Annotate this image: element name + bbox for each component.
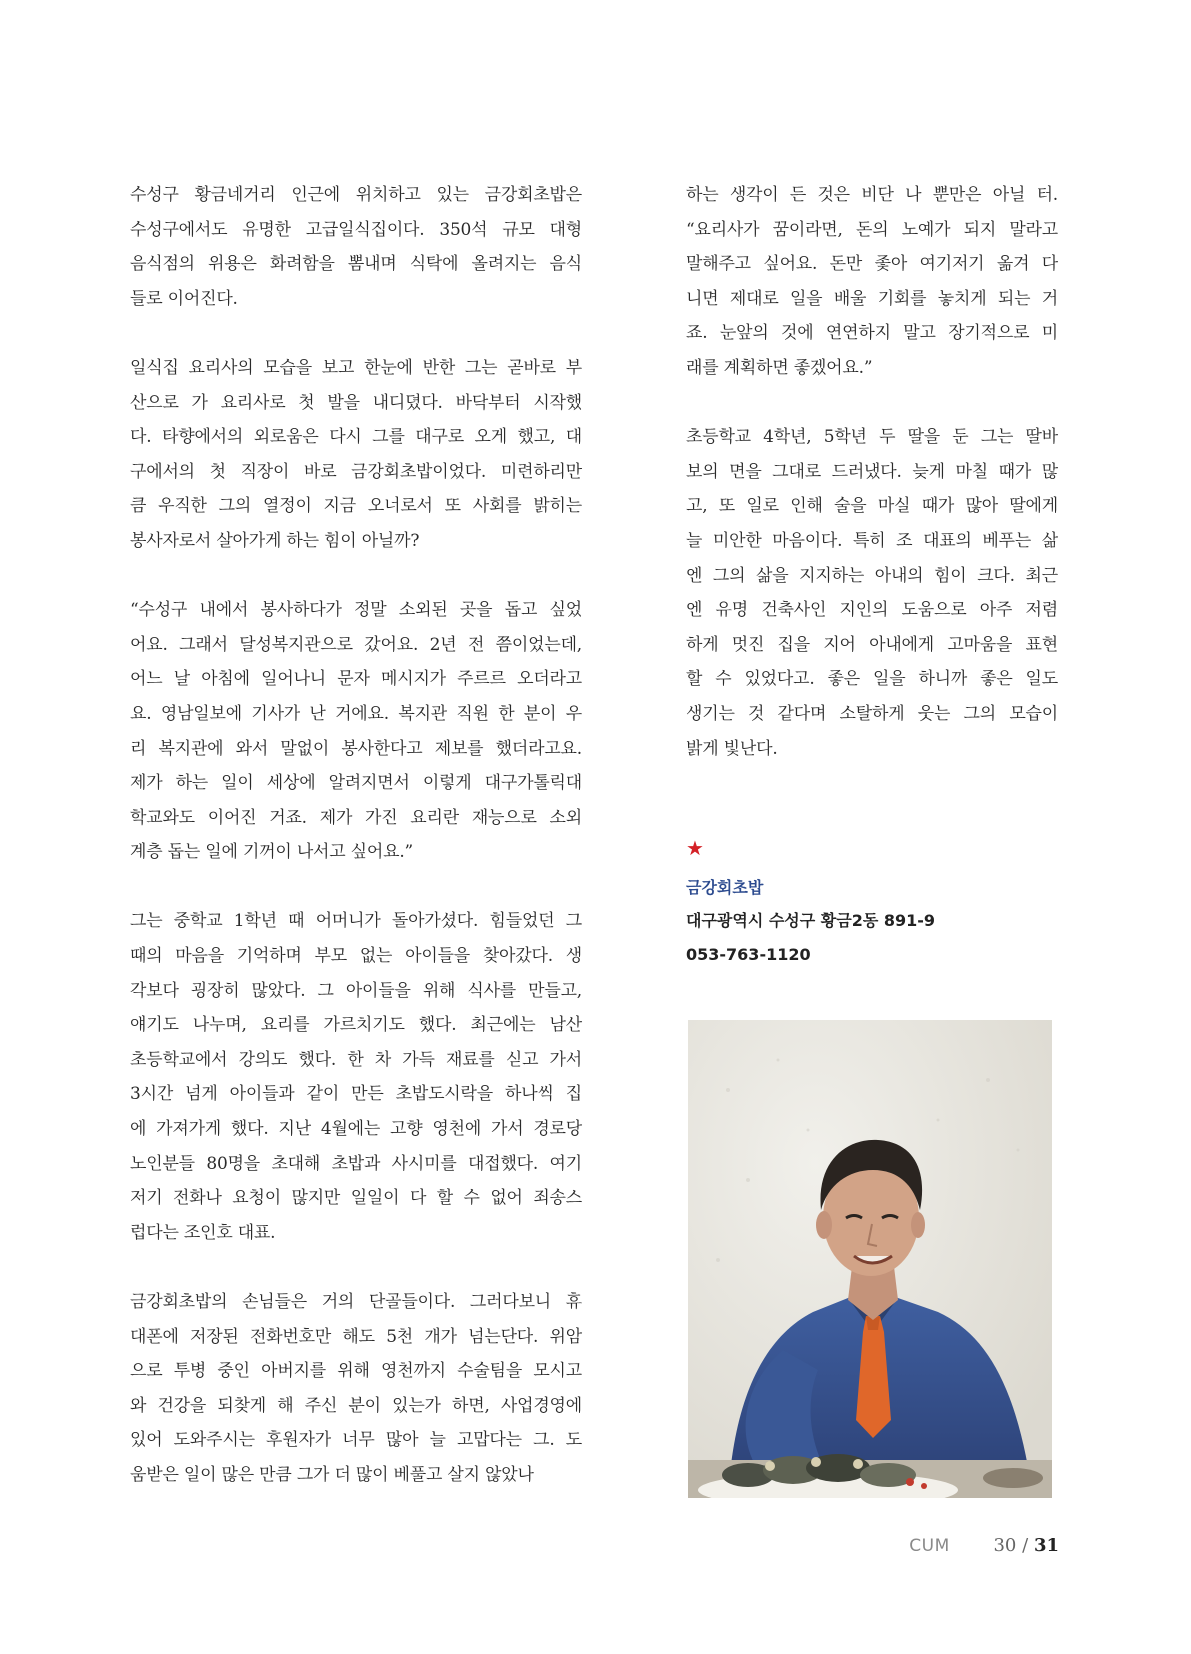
article-paragraph: [130, 1285, 582, 1493]
chef-portrait-photo: [688, 1020, 1052, 1498]
text-line: 각보다 굉장히 많았다. 그 아이들을 위해 식사를 만들고,: [130, 980, 582, 1001]
paragraph-gap: [130, 1250, 582, 1285]
magazine-brand: CUM: [909, 1536, 950, 1556]
text-line: 계층 돕는 일에 기꺼이 나서고 싶어요.”: [130, 842, 414, 863]
article-paragraph: [130, 904, 582, 1250]
paragraph-gap: [130, 316, 582, 351]
article-paragraph: [686, 178, 1058, 386]
text-line: 에 가져가게 했다. 지난 4월에는 고향 영천에 가서 경로당: [130, 1119, 582, 1140]
restaurant-info: [686, 838, 1066, 972]
star-icon: ★: [686, 836, 704, 860]
text-line: “요리사가 꿈이라면, 돈의 노예가 되지 말라고: [686, 219, 1058, 240]
text-line: 있어 도와주시는 후원자가 너무 많아 늘 고맙다는 그. 도: [130, 1430, 582, 1451]
text-line: 생기는 것 같다며 소탈하게 웃는 그의 모습이: [686, 703, 1058, 724]
article-paragraph: [130, 351, 582, 559]
paragraph-gap: [130, 559, 582, 594]
text-line: 그는 중학교 1학년 때 어머니가 돌아가셨다. 힘들었던 그: [130, 911, 582, 932]
text-line: 저기 전화나 요청이 많지만 일일이 다 할 수 없어 죄송스: [130, 1188, 582, 1209]
text-line: 초등학교 4학년, 5학년 두 딸을 둔 그는 딸바: [686, 427, 1058, 448]
text-line: 수성구 황금네거리 인근에 위치하고 있는 금강회초밥은: [130, 185, 582, 205]
page-footer: [909, 1535, 1059, 1556]
text-line: 하게 멋진 집을 지어 아내에게 고마움을 표현: [686, 634, 1058, 655]
text-line: 엔 그의 삶을 지지하는 아내의 힘이 크다. 최근: [686, 565, 1058, 586]
text-line: 구에서의 첫 직장이 바로 금강회초밥이었다. 미련하리만: [130, 461, 582, 482]
text-line: 다. 타향에서의 외로움은 다시 그를 대구로 오게 했고, 대: [130, 427, 582, 448]
text-line: 얘기도 나누며, 요리를 가르치기도 했다. 최근에는 남산: [130, 1015, 582, 1036]
text-line: 산으로 가 요리사로 첫 발을 내디뎠다. 바닥부터 시작했: [130, 392, 582, 413]
text-line: 밝게 빛난다.: [686, 738, 778, 759]
restaurant-phone: 053-763-1120: [686, 945, 811, 964]
text-line: 봉사자로서 살아가게 하는 힘이 아닐까?: [130, 530, 420, 551]
article-paragraph: [686, 420, 1058, 766]
text-line: 노인분들 80명을 초대해 초밥과 사시미를 대접했다. 여기: [130, 1153, 582, 1174]
page-number-right: 31: [1033, 1535, 1059, 1556]
article-paragraph: [130, 593, 582, 870]
text-line: 고, 또 일로 인해 술을 마실 때가 많아 딸에게: [686, 496, 1058, 517]
text-line: 늘 미안한 마음이다. 특히 조 대표의 베푸는 삶: [686, 530, 1058, 551]
text-line: 초등학교에서 강의도 했다. 한 차 가득 재료를 싣고 가서: [130, 1049, 582, 1070]
text-line: 으로 투병 중인 아버지를 위해 영천까지 수술팀을 모시고: [130, 1361, 582, 1382]
text-line: 움받은 일이 많은 만큼 그가 더 많이 베풀고 살지 않았나: [130, 1464, 534, 1485]
paragraph-gap: [130, 870, 582, 905]
text-line: 일식집 요리사의 모습을 보고 한눈에 반한 그는 곧바로 부: [130, 357, 582, 378]
text-line: 제가 하는 일이 세상에 알려지면서 이렇게 대구가톨릭대: [130, 773, 582, 794]
text-line: 와 건강을 되찾게 해 주신 분이 있는가 하면, 사업경영에: [130, 1395, 582, 1416]
page-number-separator: /: [1022, 1535, 1029, 1556]
text-line: 큼 우직한 그의 열정이 지금 오너로서 또 사회를 밝히는: [130, 496, 582, 517]
text-line: 리 복지관에 와서 말없이 봉사한다고 제보를 했더라고요.: [130, 738, 582, 759]
text-line: 대폰에 저장된 전화번호만 해도 5천 개가 넘는단다. 위암: [130, 1326, 582, 1347]
right-article-column: [686, 178, 1058, 766]
restaurant-address: 대구광역시 수성구 황금2동 891-9: [686, 911, 936, 930]
page-number-left: 30: [993, 1535, 1017, 1556]
text-line: 수성구에서도 유명한 고급일식집이다. 350석 규모 대형: [130, 219, 582, 240]
text-line: 때의 마음을 기억하며 부모 없는 아이들을 찾아갔다. 생: [130, 946, 582, 967]
text-line: 할 수 있었다고. 좋은 일을 하니까 좋은 일도: [686, 669, 1058, 690]
text-line: 엔 유명 건축사인 지인의 도움으로 아주 저렴: [686, 600, 1058, 621]
text-line: 요. 영남일보에 기사가 난 거에요. 복지관 직원 한 분이 우: [130, 703, 582, 724]
text-line: 죠. 눈앞의 것에 연연하지 말고 장기적으로 미: [686, 323, 1058, 344]
text-line: 니면 제대로 일을 배울 기회를 놓치게 되는 거: [686, 288, 1058, 309]
text-line: 들로 이어진다.: [130, 288, 238, 309]
text-line: 어느 날 아침에 일어나니 문자 메시지가 주르르 오더라고: [130, 669, 582, 690]
article-paragraph: [130, 178, 582, 316]
text-line: 학교와도 이어진 거죠. 제가 가진 요리란 재능으로 소외: [130, 807, 582, 828]
paragraph-gap: [686, 386, 1058, 421]
text-line: 말해주고 싶어요. 돈만 좇아 여기저기 옮겨 다: [686, 254, 1058, 275]
text-line: “수성구 내에서 봉사하다가 정말 소외된 곳을 돕고 싶었: [130, 600, 582, 621]
restaurant-name: 금강회초밥: [686, 878, 764, 897]
text-line: 보의 면을 그대로 드러냈다. 늦게 마칠 때가 많: [686, 461, 1058, 482]
text-line: 하는 생각이 든 것은 비단 나 뿐만은 아닐 터.: [686, 185, 1058, 205]
text-line: 어요. 그래서 달성복지관으로 갔어요. 2년 전 쯤이었는데,: [130, 634, 582, 655]
text-line: 3시간 넘게 아이들과 같이 만든 초밥도시락을 하나씩 집: [130, 1084, 582, 1105]
text-line: 럽다는 조인호 대표.: [130, 1222, 276, 1243]
text-line: 금강회초밥의 손님들은 거의 단골들이다. 그러다보니 휴: [130, 1292, 582, 1312]
text-line: 음식점의 위용은 화려함을 뽐내며 식탁에 올려지는 음식: [130, 254, 582, 275]
left-article-column: [130, 178, 582, 1493]
chef-portrait-illustration: [688, 1020, 1052, 1498]
text-line: 래를 계획하면 좋겠어요.”: [686, 357, 873, 378]
